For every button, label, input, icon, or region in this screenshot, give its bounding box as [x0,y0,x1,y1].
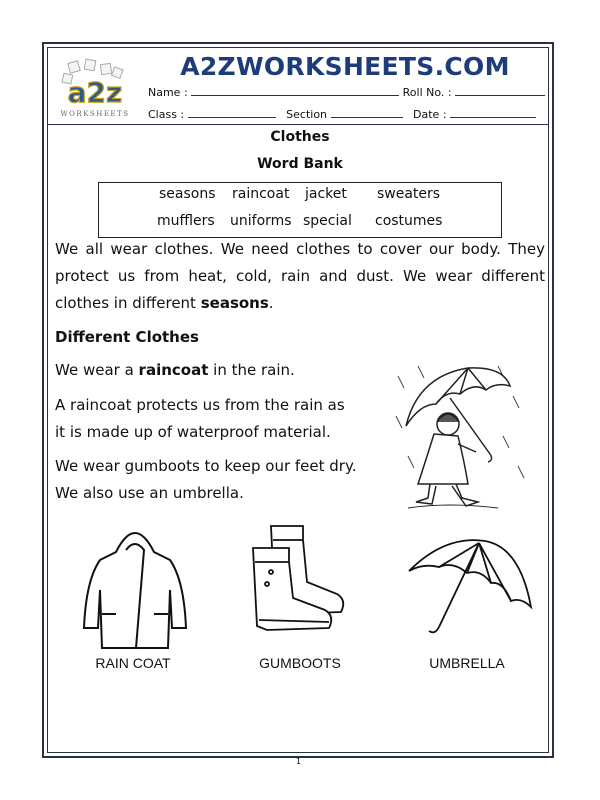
header-separator [48,124,548,125]
name-label: Name : [148,86,188,99]
word-bank-word: raincoat [232,186,290,202]
roll-field[interactable] [455,84,545,96]
section-label: Section [286,108,328,121]
umbrella-caption: UMBRELLA [429,655,505,671]
word-bank-word: mufflers [157,213,215,229]
child-umbrella-illustration [378,356,536,516]
logo-text: a2z [67,76,123,109]
worksheet-title: Clothes [270,129,330,145]
gumboots-illustration [245,520,355,635]
a2z-logo [55,58,135,120]
intro-text: We all wear clothes. We need clothes to cover our body. They protect us from heat, cold, rain and dust. We wear different clothes in different [55,240,545,312]
intro-bold-word: seasons [200,294,269,312]
intro-end: . [268,294,274,312]
class-section-date-row [148,106,536,121]
word-bank-title: Word Bank [257,156,343,172]
section-heading: Different Clothes [55,328,199,346]
word-bank-word: costumes [375,213,443,229]
line1-start: We wear a [55,361,139,379]
line1-bold: raincoat [138,361,209,379]
site-title: A2ZWORKSHEETS.COM [180,52,510,81]
word-bank-word: seasons [159,186,216,202]
date-field[interactable] [450,106,536,118]
word-bank-word: special [303,213,352,229]
text-line-2: A raincoat protects us from the rain as [55,396,345,414]
umbrella-illustration [405,535,535,640]
intro-paragraph [55,236,545,317]
text-line-4: We wear gumboots to keep our feet dry. [55,457,357,475]
text-line-3: it is made up of waterproof material. [55,423,331,441]
name-field[interactable] [191,84,399,96]
date-label: Date : [413,108,447,121]
word-bank-word: sweaters [377,186,441,202]
section-field[interactable] [331,106,403,118]
line1-end: in the rain. [208,361,295,379]
text-line-5: We also use an umbrella. [55,484,244,502]
word-bank-box [98,182,502,238]
raincoat-caption: RAIN COAT [95,655,171,671]
logo-subtext: WORKSHEETS [60,110,130,118]
raincoat-illustration [80,520,190,655]
word-bank-word: jacket [305,186,347,202]
name-roll-row [148,84,545,99]
page-number: 1 [296,757,302,766]
text-line-1 [55,361,295,379]
word-bank-word: uniforms [230,213,292,229]
gumboots-caption: GUMBOOTS [259,655,341,671]
roll-label: Roll No. : [402,86,452,99]
class-field[interactable] [188,106,276,118]
class-label: Class : [148,108,185,121]
